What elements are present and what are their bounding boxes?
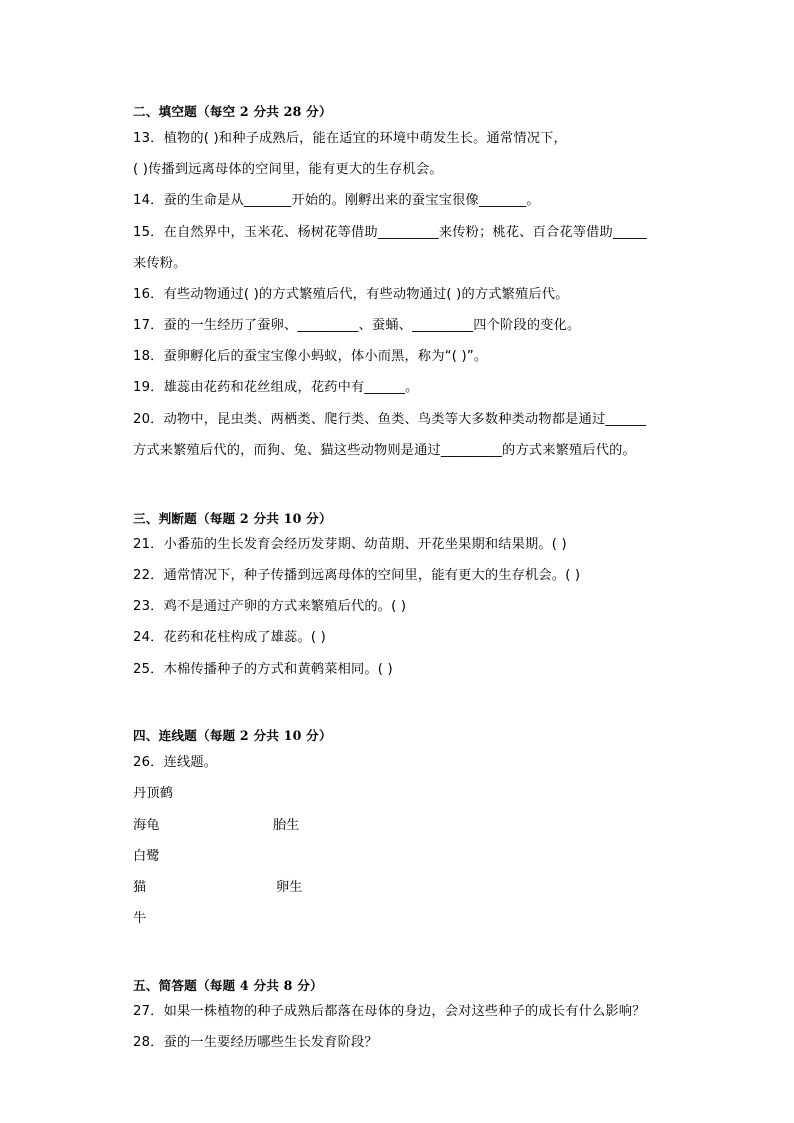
question-13-line-2: ( )传播到远离母体的空间里，能有更大的生存机会。 (133, 162, 443, 177)
question-21: 21．小番茄的生长发育会经历发芽期、幼苗期、开花坐果期和结果期。( ) (133, 537, 567, 552)
question-18: 18．蚕卵孵化后的蚕宝宝像小蚂蚁，体小而黑，称为“( )”。 (133, 349, 488, 364)
question-23: 23．鸡不是通过产卵的方式来繁殖后代的。( ) (133, 599, 407, 614)
question-22: 22．通常情况下，种子传播到远离母体的空间里，能有更大的生存机会。( ) (133, 568, 581, 583)
match-left-item: 牛 (133, 911, 147, 926)
question-13-line-1: 13．植物的( )和种子成熟后，能在适宜的环境中萌发生长。通常情况下， (133, 131, 567, 146)
question-16: 16．有些动物通过( )的方式繁殖后代，有些动物通过( )的方式繁殖后代。 (133, 287, 569, 302)
question-20-line-2: 方式来繁殖后代的，而狗、兔、猫这些动物则是通过_________的方式来繁殖后代的。 (133, 443, 636, 458)
match-right-item: 胎生 (273, 818, 300, 833)
question-28: 28．蚕的一生要经历哪些生长发育阶段？ (133, 1035, 378, 1050)
question-19: 19．雄蕊由花药和花丝组成，花药中有______。 (133, 380, 419, 395)
match-left-item: 白鹭 (133, 849, 160, 864)
question-24: 24．花药和花柱构成了雄蕊。( ) (133, 630, 326, 645)
match-left-item: 海龟 (133, 818, 160, 833)
section-3-heading: 三、判断题（每题 2 分共 10 分） (133, 511, 332, 526)
question-26: 26．连线题。 (133, 755, 218, 770)
question-17: 17．蚕的一生经历了蚕卵、_________、蚕蛹、_________四个阶段的变化。 (133, 318, 581, 333)
section-2-heading: 二、填空题（每空 2 分共 28 分） (133, 104, 332, 119)
question-14: 14．蚕的生命是从_______开始的。刚孵出来的蚕宝宝很像_______。 (133, 193, 540, 208)
question-27: 27．如果一株植物的种子成熟后都落在母体的身边，会对这些种子的成长有什么影响？ (133, 1004, 646, 1019)
question-25: 25．木棉传播种子的方式和黄鹌菜相同。( ) (133, 662, 393, 677)
question-20-line-1: 20．动物中，昆虫类、两栖类、爬行类、鱼类、鸟类等大多数种类动物都是通过______ (133, 412, 647, 427)
match-right-item: 卵生 (276, 880, 303, 895)
question-15-line-2: 来传粉。 (133, 256, 187, 271)
question-15-line-1: 15．在自然界中，玉米花、杨树花等借助_________来传粉；桃花、百合花等借助_____ (133, 225, 647, 240)
section-4-heading: 四、连线题（每题 2 分共 10 分） (133, 728, 332, 743)
match-left-item: 丹顶鹤 (133, 786, 174, 801)
section-5-heading: 五、简答题（每题 4 分共 8 分） (133, 978, 323, 993)
match-left-item: 猫 (133, 880, 147, 895)
